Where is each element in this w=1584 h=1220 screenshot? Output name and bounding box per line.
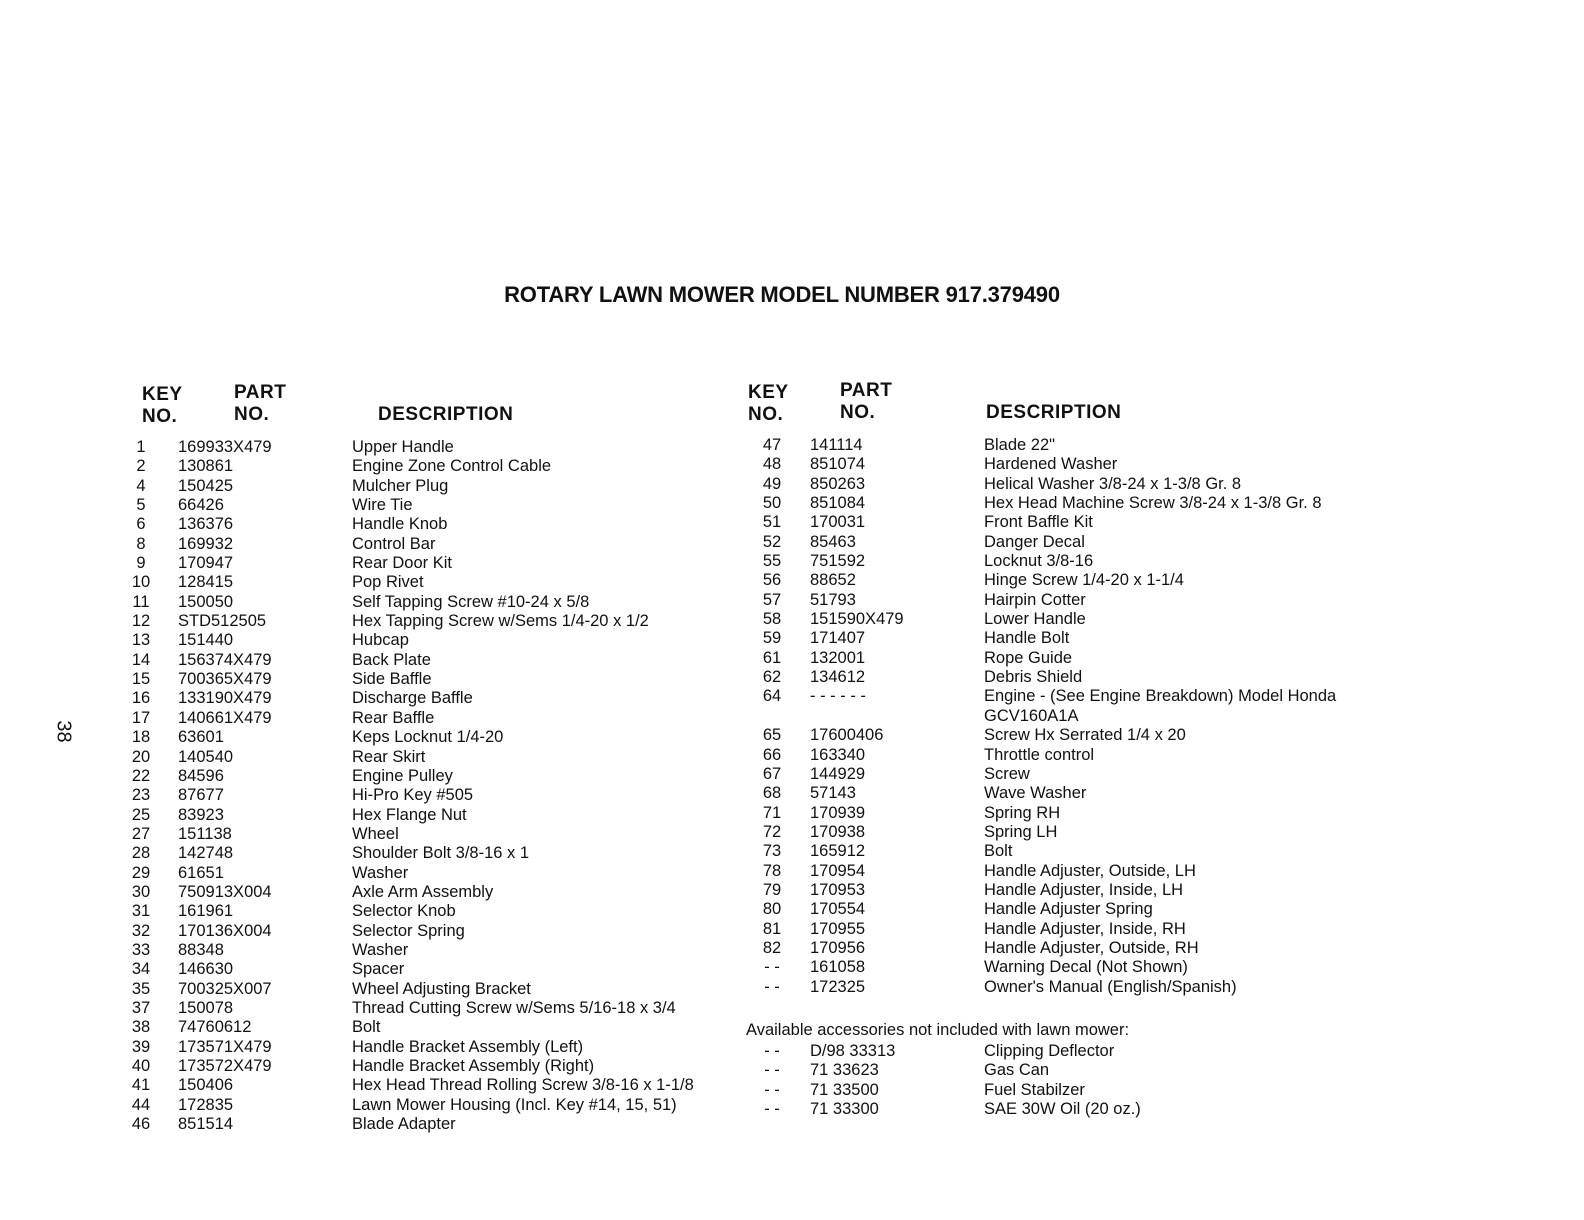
part-no-cell: 140540 <box>178 747 234 766</box>
key-no-cell: 66 <box>762 745 782 764</box>
part-no-cell: 130861 <box>178 457 234 476</box>
table-row <box>746 746 1386 765</box>
table-row <box>130 825 740 844</box>
part-no-cell: 83923 <box>178 805 224 824</box>
part-no-cell: 150078 <box>178 998 234 1017</box>
table-row <box>130 670 740 689</box>
key-no-cell: 33 <box>131 940 151 959</box>
key-no-header: KEY NO. <box>142 384 183 427</box>
part-no-cell: 170031 <box>810 513 866 532</box>
description-cell: Danger Decal <box>984 532 1085 551</box>
description-cell: Hi-Pro Key #505 <box>352 786 474 805</box>
table-row <box>130 902 740 921</box>
table-row <box>130 922 740 941</box>
key-no-cell: 37 <box>131 998 151 1017</box>
table-row <box>130 728 740 747</box>
table-row <box>746 649 1386 668</box>
table-row <box>130 593 740 612</box>
description-cell: Handle Adjuster Spring <box>984 900 1153 919</box>
table-row <box>130 438 740 457</box>
table-row <box>746 804 1386 823</box>
key-no-cell: 62 <box>762 668 782 687</box>
part-no-cell: 150406 <box>178 1076 234 1095</box>
key-no-cell: 79 <box>762 880 782 899</box>
key-no-cell: 10 <box>131 573 151 592</box>
key-no-cell: - - <box>764 958 780 977</box>
part-no-cell: 71 33500 <box>810 1080 879 1099</box>
page-title: ROTARY LAWN MOWER MODEL NUMBER 917.379490 <box>504 282 1060 307</box>
key-no-cell: - - <box>764 1061 780 1080</box>
description-cell: Bolt <box>984 842 1013 861</box>
key-no-cell: 52 <box>762 532 782 551</box>
key-no-cell: 11 <box>132 592 150 611</box>
part-no-cell: 74760612 <box>178 1018 252 1037</box>
table-row <box>130 1076 740 1095</box>
table-row <box>130 515 740 534</box>
description-cell: Washer <box>352 863 409 882</box>
table-row <box>746 494 1386 513</box>
key-no-cell: 39 <box>131 1037 151 1056</box>
table-row <box>746 687 1386 726</box>
key-no-cell: - - <box>764 977 780 996</box>
key-no-cell: 68 <box>762 784 782 803</box>
description-cell: Hex Head Thread Rolling Screw 3/8-16 x 1-1/8 <box>352 1076 694 1095</box>
table-row <box>746 629 1386 648</box>
key-no-cell: 59 <box>762 629 782 648</box>
part-no-cell: 63601 <box>178 728 224 747</box>
key-no-cell: 15 <box>131 670 151 689</box>
part-no-cell: 161961 <box>178 902 234 921</box>
part-no-cell: 851074 <box>810 455 866 474</box>
description-cell: Hubcap <box>352 631 409 650</box>
part-no-cell: 170947 <box>178 554 234 573</box>
description-cell: Wheel <box>352 824 399 843</box>
table-row <box>130 960 740 979</box>
part-no-cell: 144929 <box>810 764 866 783</box>
key-no-cell: - - <box>764 1080 780 1099</box>
parts-rows-left <box>130 438 740 1134</box>
key-no-cell: 40 <box>131 1057 151 1075</box>
description-cell: Hinge Screw 1/4-20 x 1-1/4 <box>984 571 1184 590</box>
description-cell: Handle Bolt <box>984 629 1070 648</box>
key-no-header: KEY NO. <box>748 382 789 425</box>
table-row <box>746 1042 1386 1061</box>
table-row <box>130 1057 740 1076</box>
table-row <box>746 1061 1386 1080</box>
table-row <box>746 1100 1386 1119</box>
key-no-cell: - - <box>764 1100 780 1118</box>
description-cell: Selector Spring <box>352 921 465 940</box>
key-no-cell: 30 <box>131 882 151 901</box>
table-row <box>746 436 1386 455</box>
part-no-cell: 850263 <box>810 474 866 493</box>
part-no-header: PART NO. <box>840 380 893 423</box>
part-no-cell: 170938 <box>810 822 866 841</box>
table-row <box>130 1115 740 1134</box>
description-cell: Selector Knob <box>352 902 456 921</box>
description-cell: Clipping Deflector <box>984 1041 1115 1060</box>
part-no-cell: 84596 <box>178 766 224 785</box>
table-row <box>746 881 1386 900</box>
part-no-cell: 141114 <box>810 436 863 454</box>
key-no-cell: 71 <box>762 803 782 822</box>
table-row <box>746 475 1386 494</box>
description-cell: Owner's Manual (English/Spanish) <box>984 977 1237 996</box>
part-no-cell: 134612 <box>810 668 866 687</box>
part-no-cell: 161058 <box>810 958 866 977</box>
table-row <box>746 842 1386 861</box>
key-no-cell: 1 <box>136 438 146 456</box>
description-cell: Upper Handle <box>352 438 454 456</box>
part-no-cell: 163340 <box>810 745 866 764</box>
description-cell: Lower Handle <box>984 610 1086 629</box>
description-cell: Front Baffle Kit <box>984 513 1093 532</box>
description-cell: Hardened Washer <box>984 455 1118 474</box>
description-cell: Back Plate <box>352 650 431 669</box>
key-no-cell: 32 <box>131 921 151 940</box>
part-no-header: PART NO. <box>234 382 287 425</box>
key-no-cell: 57 <box>762 590 782 609</box>
part-no-cell: 150050 <box>178 592 234 611</box>
table-row <box>130 864 740 883</box>
part-no-cell: 151590X479 <box>810 610 904 629</box>
key-no-cell: 2 <box>136 457 146 476</box>
key-no-cell: 38 <box>131 1018 151 1037</box>
part-no-cell: 170955 <box>810 919 866 938</box>
accessories-note: Available accessories not included with lawn mower: <box>746 1020 1130 1039</box>
description-cell: Warning Decal (Not Shown) <box>984 958 1188 977</box>
parts-list-right <box>746 378 1386 1119</box>
key-no-cell: 20 <box>131 747 151 766</box>
table-row <box>130 573 740 592</box>
key-no-cell: 65 <box>762 726 782 745</box>
description-cell: Spring LH <box>984 822 1058 841</box>
part-no-cell: D/98 33313 <box>810 1041 896 1060</box>
key-no-cell: 23 <box>131 786 151 805</box>
key-no-cell: 41 <box>131 1076 151 1095</box>
key-no-cell: 56 <box>762 571 782 590</box>
description-cell: Fuel Stabilzer <box>984 1080 1085 1099</box>
description-cell: Discharge Baffle <box>352 689 473 708</box>
key-no-cell: 31 <box>131 902 151 921</box>
table-row <box>130 1038 740 1057</box>
table-row <box>130 883 740 902</box>
page-number: 38 <box>52 720 75 743</box>
table-row <box>746 765 1386 784</box>
table-row <box>746 900 1386 919</box>
description-cell: Bolt <box>352 1018 381 1037</box>
part-no-cell: 170953 <box>810 880 866 899</box>
description-cell: Self Tapping Screw #10-24 x 5/8 <box>352 592 590 611</box>
table-row <box>746 823 1386 842</box>
key-no-cell: 44 <box>131 1095 151 1114</box>
description-cell: Washer <box>352 940 409 959</box>
key-no-cell: 81 <box>762 919 782 938</box>
key-no-cell: 14 <box>131 650 151 669</box>
column-headers-left <box>130 380 740 438</box>
table-row <box>130 535 740 554</box>
parts-rows-right <box>746 436 1386 997</box>
description-cell: Rear Door Kit <box>352 554 452 573</box>
table-row <box>130 651 740 670</box>
description-cell: Rear Skirt <box>352 747 426 766</box>
table-row <box>746 726 1386 745</box>
description-cell: Handle Bracket Assembly (Left) <box>352 1037 584 1056</box>
part-no-cell: 170554 <box>810 900 866 919</box>
table-row <box>746 862 1386 881</box>
table-row <box>130 941 740 960</box>
key-no-cell: 4 <box>136 476 146 495</box>
table-row <box>746 610 1386 629</box>
part-no-cell: 88348 <box>178 940 224 959</box>
key-no-cell: 50 <box>762 494 782 513</box>
table-row <box>130 999 740 1018</box>
description-cell: Screw <box>984 764 1030 783</box>
description-cell: Control Bar <box>352 534 436 553</box>
table-row <box>130 980 740 999</box>
part-no-cell: 142748 <box>178 844 234 863</box>
key-no-cell: 8 <box>136 534 146 553</box>
key-no-cell: 47 <box>762 436 782 454</box>
description-header: DESCRIPTION <box>986 402 1122 423</box>
key-no-cell: 17 <box>131 708 151 727</box>
part-no-cell: 173571X479 <box>178 1037 272 1056</box>
description-cell: SAE 30W Oil (20 oz.) <box>984 1100 1141 1118</box>
key-no-cell: 25 <box>131 805 151 824</box>
description-cell: Keps Locknut 1/4-20 <box>352 728 504 747</box>
key-no-cell: 55 <box>762 552 782 571</box>
key-no-cell: 49 <box>762 474 782 493</box>
description-cell: Spacer <box>352 960 405 979</box>
table-row <box>746 920 1386 939</box>
description-cell: Pop Rivet <box>352 573 424 592</box>
table-row <box>746 552 1386 571</box>
part-no-cell: 156374X479 <box>178 650 272 669</box>
description-cell: Blade 22" <box>984 436 1055 454</box>
key-no-cell: 16 <box>131 689 151 708</box>
key-no-cell: - - <box>764 1041 780 1060</box>
table-row <box>130 689 740 708</box>
part-no-cell: - - - - - - <box>810 687 866 706</box>
part-no-cell: 170939 <box>810 803 866 822</box>
key-no-cell: 6 <box>136 515 146 534</box>
description-cell: Screw Hx Serrated 1/4 x 20 <box>984 726 1186 745</box>
description-cell: Wave Washer <box>984 784 1087 803</box>
key-no-cell: 80 <box>762 900 782 919</box>
key-no-cell: 46 <box>131 1115 151 1134</box>
key-no-cell: 72 <box>762 822 782 841</box>
description-cell: Throttle control <box>984 745 1095 764</box>
key-no-cell: 9 <box>136 554 146 573</box>
key-no-cell: 13 <box>131 631 151 650</box>
table-row <box>130 767 740 786</box>
description-cell: Debris Shield <box>984 668 1083 687</box>
part-no-cell: 151440 <box>178 631 234 650</box>
table-row <box>130 496 740 515</box>
part-no-cell: 146630 <box>178 960 234 979</box>
key-no-cell: 5 <box>136 496 146 515</box>
description-cell: Hairpin Cotter <box>984 590 1086 609</box>
column-headers-right <box>746 378 1386 436</box>
part-no-cell: 171407 <box>810 629 866 648</box>
description-cell: Blade Adapter <box>352 1115 456 1134</box>
description-cell: Hex Tapping Screw w/Sems 1/4-20 x 1/2 <box>352 612 649 631</box>
part-no-cell: 169932 <box>178 534 234 553</box>
key-no-cell: 27 <box>131 824 151 843</box>
description-cell: Axle Arm Assembly <box>352 882 494 901</box>
table-row <box>746 591 1386 610</box>
table-row <box>130 631 740 650</box>
description-cell: Handle Knob <box>352 515 448 534</box>
description-cell: Handle Adjuster, Outside, LH <box>984 861 1196 880</box>
part-no-cell: 170954 <box>810 861 866 880</box>
key-no-cell: 29 <box>131 863 151 882</box>
table-row <box>746 784 1386 803</box>
description-cell: Spring RH <box>984 803 1061 822</box>
key-no-cell: 64 <box>762 687 782 706</box>
part-no-cell: 85463 <box>810 532 856 551</box>
key-no-cell: 51 <box>762 513 782 532</box>
description-cell: Hex Head Machine Screw 3/8-24 x 1-3/8 Gr. 8 <box>984 494 1322 513</box>
part-no-cell: STD512505 <box>178 612 267 631</box>
key-no-cell: 34 <box>131 960 151 979</box>
description-cell: Handle Adjuster, Inside, LH <box>984 880 1184 899</box>
table-row <box>130 844 740 863</box>
part-no-cell: 150425 <box>178 476 234 495</box>
key-no-cell: 73 <box>762 842 782 861</box>
description-cell: Engine - (See Engine Breakdown) Model Honda GCV160A1A <box>984 687 1337 725</box>
description-cell: Wheel Adjusting Bracket <box>352 979 531 998</box>
part-no-cell: 172835 <box>178 1095 234 1114</box>
description-cell: Mulcher Plug <box>352 476 449 495</box>
part-no-cell: 136376 <box>178 515 234 534</box>
part-no-cell: 61651 <box>178 863 224 882</box>
key-no-cell: 22 <box>131 766 151 785</box>
table-row <box>130 554 740 573</box>
description-cell: Hex Flange Nut <box>352 805 467 824</box>
key-no-cell: 58 <box>762 610 782 629</box>
description-cell: Handle Adjuster, Inside, RH <box>984 919 1186 938</box>
part-no-cell: 750913X004 <box>178 882 272 901</box>
part-no-cell: 165912 <box>810 842 866 861</box>
part-no-cell: 88652 <box>810 571 856 590</box>
description-cell: Shoulder Bolt 3/8-16 x 1 <box>352 844 530 863</box>
description-cell: Side Baffle <box>352 670 432 689</box>
part-no-cell: 128415 <box>178 573 234 592</box>
description-cell: Wire Tie <box>352 496 413 515</box>
table-row <box>130 806 740 825</box>
part-no-cell: 151138 <box>178 824 232 843</box>
key-no-cell: 67 <box>762 764 782 783</box>
table-row <box>130 457 740 476</box>
table-row <box>130 786 740 805</box>
part-no-cell: 17600406 <box>810 726 884 745</box>
part-no-cell: 173572X479 <box>178 1057 272 1075</box>
part-no-cell: 169933X479 <box>178 438 272 456</box>
table-row <box>130 709 740 728</box>
description-cell: Engine Zone Control Cable <box>352 457 552 476</box>
key-no-cell: 35 <box>131 979 151 998</box>
description-cell: Handle Adjuster, Outside, RH <box>984 938 1199 957</box>
part-no-cell: 700325X007 <box>178 979 272 998</box>
table-row <box>130 748 740 767</box>
table-row <box>130 612 740 631</box>
table-row <box>130 1018 740 1037</box>
table-row <box>746 1081 1386 1100</box>
key-no-cell: 28 <box>131 844 151 863</box>
description-cell: Helical Washer 3/8-24 x 1-3/8 Gr. 8 <box>984 474 1242 493</box>
part-no-cell: 700365X479 <box>178 670 272 689</box>
part-no-cell: 132001 <box>810 648 866 667</box>
part-no-cell: 133190X479 <box>178 689 272 708</box>
key-no-cell: 61 <box>762 648 782 667</box>
table-row <box>746 668 1386 687</box>
part-no-cell: 57143 <box>810 784 856 803</box>
part-no-cell: 170956 <box>810 938 866 957</box>
table-row <box>746 533 1386 552</box>
description-cell: Gas Can <box>984 1061 1050 1080</box>
description-cell: Engine Pulley <box>352 766 453 785</box>
part-no-cell: 851514 <box>178 1115 234 1134</box>
table-row <box>130 477 740 496</box>
table-row <box>130 1096 740 1115</box>
parts-list-left <box>130 380 740 1134</box>
part-no-cell: 71 33300 <box>810 1100 879 1118</box>
description-cell: Locknut 3/8-16 <box>984 552 1094 571</box>
part-no-cell: 170136X004 <box>178 921 272 940</box>
description-cell: Handle Bracket Assembly (Right) <box>352 1057 595 1075</box>
table-row <box>746 958 1386 977</box>
part-no-cell: 751592 <box>810 552 866 571</box>
description-cell: Rear Baffle <box>352 708 435 727</box>
table-row <box>746 939 1386 958</box>
table-row <box>746 571 1386 590</box>
part-no-cell: 87677 <box>178 786 224 805</box>
key-no-cell: 12 <box>131 612 151 631</box>
key-no-cell: 82 <box>762 938 782 957</box>
part-no-cell: 851084 <box>810 494 866 513</box>
part-no-cell: 66426 <box>178 496 224 515</box>
part-no-cell: 71 33623 <box>810 1061 879 1080</box>
description-cell: Rope Guide <box>984 648 1073 667</box>
table-row <box>746 455 1386 474</box>
description-cell: Lawn Mower Housing (Incl. Key #14, 15, 51) <box>352 1095 677 1114</box>
accessories-rows <box>746 1042 1386 1119</box>
part-no-cell: 172325 <box>810 977 866 996</box>
part-no-cell: 140661X479 <box>178 708 272 727</box>
description-header: DESCRIPTION <box>378 404 514 425</box>
table-row <box>746 513 1386 532</box>
part-no-cell: 51793 <box>810 590 856 609</box>
key-no-cell: 18 <box>131 728 151 747</box>
table-row <box>746 978 1386 997</box>
key-no-cell: 48 <box>762 455 782 474</box>
key-no-cell: 78 <box>762 861 782 880</box>
description-cell: Thread Cutting Screw w/Sems 5/16-18 x 3/4 <box>352 998 676 1017</box>
